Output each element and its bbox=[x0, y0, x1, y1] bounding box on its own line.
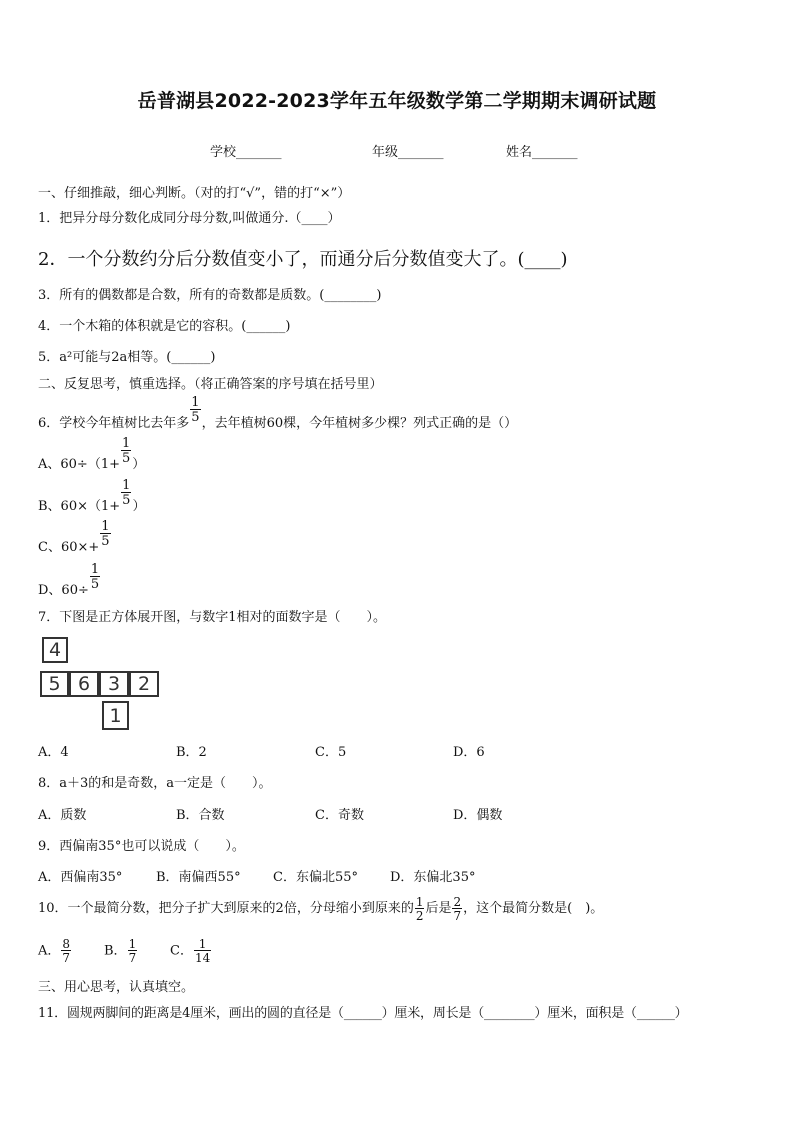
fraction-denominator: 7 bbox=[453, 909, 462, 923]
q10-option-a bbox=[38, 938, 72, 964]
fraction-numerator: 1 bbox=[90, 562, 100, 577]
net-face: 5 bbox=[40, 671, 69, 697]
q10-option-c bbox=[170, 938, 212, 964]
fraction-numerator: 1 bbox=[101, 519, 110, 534]
option-text: B、60×（1+ bbox=[38, 499, 121, 514]
fraction-denominator: 5 bbox=[90, 577, 100, 592]
option-fraction bbox=[61, 938, 71, 964]
net-face: 3 bbox=[99, 671, 129, 697]
q6-option-b bbox=[38, 479, 145, 514]
section2-heading: 二、反复思考，慎重选择。（将正确答案的序号填在括号里） bbox=[38, 377, 383, 392]
option-fraction bbox=[128, 938, 138, 964]
q9-option-d: D．东偏北35° bbox=[390, 870, 476, 885]
question-6 bbox=[38, 396, 517, 431]
q10-fraction-two-sevenths bbox=[452, 896, 462, 922]
page-title: 岳普湖县2022-2023学年五年级数学第二学期期末调研试题 bbox=[137, 90, 657, 112]
q8-option-c: C．奇数 bbox=[315, 808, 364, 823]
q6-option-d bbox=[38, 563, 101, 598]
option-text: C、60×+ bbox=[38, 540, 100, 555]
section1-heading: 一、仔细推敲，细心判断。（对的打“√”，错的打“×”） bbox=[38, 186, 351, 201]
net-face-top: 4 bbox=[42, 637, 68, 663]
name-field: 姓名_______ bbox=[506, 145, 578, 160]
school-field: 学校_______ bbox=[210, 145, 282, 160]
fraction-denominator: 7 bbox=[62, 951, 71, 965]
question-4: 4．一个木箱的体积就是它的容积。(______) bbox=[38, 319, 291, 334]
question-5: 5．a²可能与2a相等。(______) bbox=[38, 350, 216, 365]
question-11: 11．圆规两脚间的距离是4厘米，画出的圆的直径是（______）厘米，周长是（________）厘米，面积是（______） bbox=[38, 1006, 688, 1021]
net-face: 2 bbox=[129, 671, 159, 697]
fraction-numerator: 1 bbox=[128, 937, 137, 951]
q8-option-d: D．偶数 bbox=[453, 808, 503, 823]
q7-option-c: C．5 bbox=[315, 745, 347, 760]
q10-fraction-half bbox=[415, 896, 425, 922]
option-fraction bbox=[100, 520, 110, 548]
fraction-numerator: 1 bbox=[198, 937, 207, 951]
question-1: 1．把异分母分数化成同分母分数,叫做通分.（____） bbox=[38, 211, 341, 226]
q6-text-post: ，去年植树60棵，今年植树多少棵？列式正确的是（） bbox=[201, 416, 518, 431]
q8-option-b: B．合数 bbox=[176, 808, 225, 823]
fraction-denominator: 5 bbox=[101, 534, 110, 549]
cube-net-figure bbox=[40, 635, 162, 733]
q10-text-post: ，这个最简分数是( )。 bbox=[463, 901, 604, 916]
net-face: 6 bbox=[69, 671, 99, 697]
option-text: ） bbox=[132, 499, 146, 514]
section3-heading: 三、用心思考，认真填空。 bbox=[38, 980, 195, 995]
fraction-denominator: 14 bbox=[194, 951, 211, 965]
q6-option-a bbox=[38, 437, 145, 472]
option-label: A． bbox=[38, 943, 61, 959]
q6-fraction bbox=[190, 396, 200, 424]
question-8: 8．a＋3的和是奇数，a一定是（ ）。 bbox=[38, 776, 272, 791]
option-fraction bbox=[121, 437, 131, 465]
option-fraction bbox=[194, 938, 211, 964]
q6-text-pre: 6．学校今年植树比去年多 bbox=[38, 416, 190, 431]
option-text: ） bbox=[132, 457, 146, 472]
q7-option-d: D．6 bbox=[453, 745, 485, 760]
option-fraction bbox=[121, 479, 131, 507]
question-3: 3．所有的偶数都是合数，所有的奇数都是质数。(________) bbox=[38, 288, 382, 303]
option-fraction bbox=[90, 563, 100, 591]
question-9: 9．西偏南35°也可以说成（ ）。 bbox=[38, 839, 245, 854]
q10-text-mid: 后是 bbox=[425, 901, 452, 916]
fraction-numerator: 1 bbox=[122, 478, 131, 493]
q10-option-b bbox=[104, 938, 138, 964]
fraction-numerator: 1 bbox=[191, 395, 200, 410]
fraction-numerator: 2 bbox=[453, 895, 462, 909]
option-label: C． bbox=[170, 943, 193, 959]
option-text: D、60÷ bbox=[38, 583, 89, 598]
fraction-numerator: 1 bbox=[415, 895, 424, 909]
q8-option-a: A．质数 bbox=[38, 808, 87, 823]
fraction-denominator: 5 bbox=[122, 493, 131, 508]
q9-option-a: A．西偏南35° bbox=[38, 870, 123, 885]
fraction-denominator: 5 bbox=[191, 410, 200, 425]
grade-field: 年级_______ bbox=[372, 145, 444, 160]
q9-option-b: B．南偏西55° bbox=[156, 870, 241, 885]
q10-text-pre: 10．一个最简分数，把分子扩大到原来的2倍，分母缩小到原来的 bbox=[38, 901, 414, 916]
net-face-bottom: 1 bbox=[102, 701, 129, 730]
fraction-numerator: 8 bbox=[62, 937, 71, 951]
question-10 bbox=[38, 896, 603, 922]
question-2: 2．一个分数约分后分数值变小了，而通分后分数值变大了。(____) bbox=[38, 249, 568, 270]
option-text: A、60÷（1+ bbox=[38, 457, 120, 472]
q7-option-a: A．4 bbox=[38, 745, 69, 760]
fraction-denominator: 2 bbox=[415, 909, 424, 923]
question-7: 7．下图是正方体展开图，与数字1相对的面数字是（ ）。 bbox=[38, 610, 387, 625]
fraction-numerator: 1 bbox=[122, 436, 131, 451]
q9-option-c: C．东偏北55° bbox=[273, 870, 358, 885]
fraction-denominator: 5 bbox=[122, 451, 131, 466]
q7-option-b: B．2 bbox=[176, 745, 207, 760]
q6-option-c bbox=[38, 520, 112, 555]
fraction-denominator: 7 bbox=[128, 951, 137, 965]
option-label: B． bbox=[104, 943, 127, 959]
